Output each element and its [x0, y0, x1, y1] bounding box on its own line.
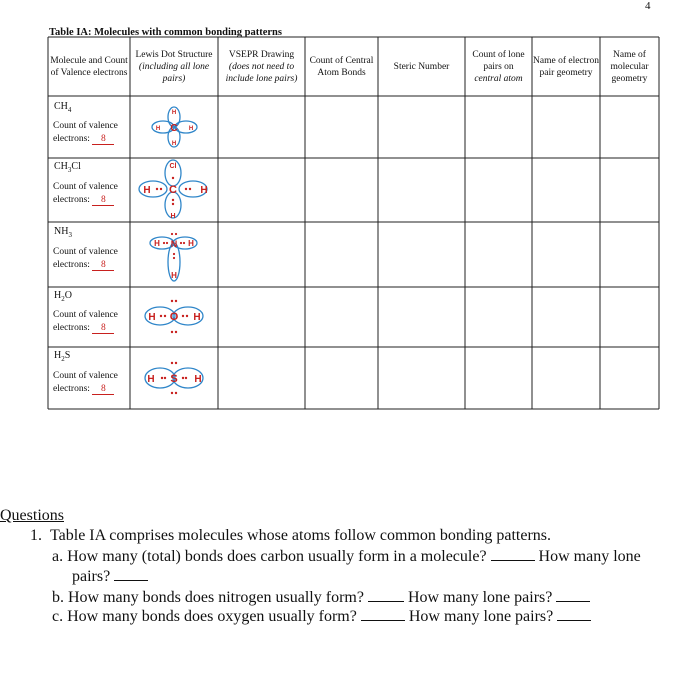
central-atom-label: O — [169, 311, 179, 323]
answer-blank-oxygen-lone-pairs[interactable] — [557, 606, 591, 621]
row-ch4-name: $CH_4$ — [54, 101, 72, 114]
svg-text:H: H — [143, 185, 151, 196]
answer-blank-nitrogen-bonds[interactable] — [368, 587, 404, 602]
question-1: 1. Table IA comprises molecules whose atoms follow common bonding patterns. — [30, 527, 552, 544]
header-lone-pairs: Count of lone pairs on central atom — [472, 49, 525, 84]
svg-text:H: H — [154, 239, 160, 248]
lewis-structure-ch3cl — [130, 158, 218, 222]
answer-blank-carbon-lone-pairs[interactable] — [114, 566, 148, 581]
valence-value[interactable]: 8 — [92, 260, 114, 271]
svg-text:Cl: Cl — [169, 163, 177, 170]
lewis-structure-nh3 — [130, 224, 218, 286]
lewis-structure-h2o — [130, 288, 218, 346]
svg-text:H: H — [188, 239, 194, 248]
header-lewis: Lewis Dot Structure (including all lone pairs) — [135, 49, 213, 84]
row-nh3-name: $NH_3$ — [54, 226, 72, 239]
central-atom-label: C — [169, 184, 177, 196]
svg-text:H: H — [194, 374, 202, 385]
svg-text:H: H — [193, 312, 201, 323]
row-h2s-count: Count of valence electrons: 8 — [53, 371, 118, 394]
svg-text:H: H — [155, 126, 161, 132]
row-h2s-name: $H_2S$ — [54, 350, 71, 363]
page-number: 4 — [645, 0, 651, 12]
svg-text:H: H — [188, 126, 194, 132]
answer-blank-oxygen-bonds[interactable] — [361, 606, 405, 621]
row-ch3cl-count: Count of valence electrons: 8 — [53, 182, 118, 205]
lewis-structure-h2s — [130, 348, 218, 408]
valence-value[interactable]: 8 — [92, 323, 114, 334]
header-steric: Steric Number — [393, 61, 450, 72]
row-nh3-count: Count of valence electrons: 8 — [53, 247, 118, 270]
header-molecular-geometry: Name of molecular geometry — [610, 49, 649, 84]
central-atom-label: C — [170, 123, 178, 134]
svg-text:H: H — [171, 141, 177, 147]
svg-text:H: H — [171, 110, 177, 116]
question-1a-cont: pairs? — [72, 566, 148, 586]
answer-blank-carbon-bonds[interactable] — [491, 546, 535, 561]
svg-text:H: H — [147, 374, 155, 385]
svg-text:H: H — [170, 213, 176, 220]
header-bonds: Count of Central Atom Bonds — [309, 55, 374, 78]
svg-text:H: H — [200, 185, 208, 196]
row-h2o-count: Count of valence electrons: 8 — [53, 310, 118, 333]
central-atom-label: S — [170, 373, 178, 385]
row-ch4-count: Count of valence electrons: 8 — [53, 121, 118, 144]
header-vsepr: VSEPR Drawing (does not need to include lone pairs) — [225, 49, 298, 84]
svg-text:H: H — [148, 312, 156, 323]
question-1b: b. How many bonds does nitrogen usually form? How many lone pairs? — [52, 587, 590, 607]
question-1a: a. How many (total) bonds does carbon usually form in a molecule? How many lone — [52, 548, 641, 565]
questions-heading: Questions — [0, 507, 64, 524]
question-1c: c. How many bonds does oxygen usually form? How many lone pairs? — [52, 606, 591, 626]
lewis-structure-ch4 — [130, 100, 218, 156]
row-h2o-name: $H_2O$ — [54, 290, 72, 303]
header-molecule: Molecule and Count of Valence electrons — [50, 55, 128, 78]
table-title: Table IA: Molecules with common bonding patterns — [49, 27, 282, 38]
svg-text:H: H — [171, 271, 177, 280]
valence-value[interactable]: 8 — [92, 134, 114, 145]
answer-blank-nitrogen-lone-pairs[interactable] — [556, 587, 590, 602]
header-electron-geometry: Name of electron pair geometry — [533, 55, 599, 78]
central-atom-label: N — [170, 239, 178, 249]
valence-value[interactable]: 8 — [92, 195, 114, 206]
valence-value[interactable]: 8 — [92, 384, 114, 395]
row-ch3cl-name: $CH_3Cl$ — [54, 161, 81, 174]
